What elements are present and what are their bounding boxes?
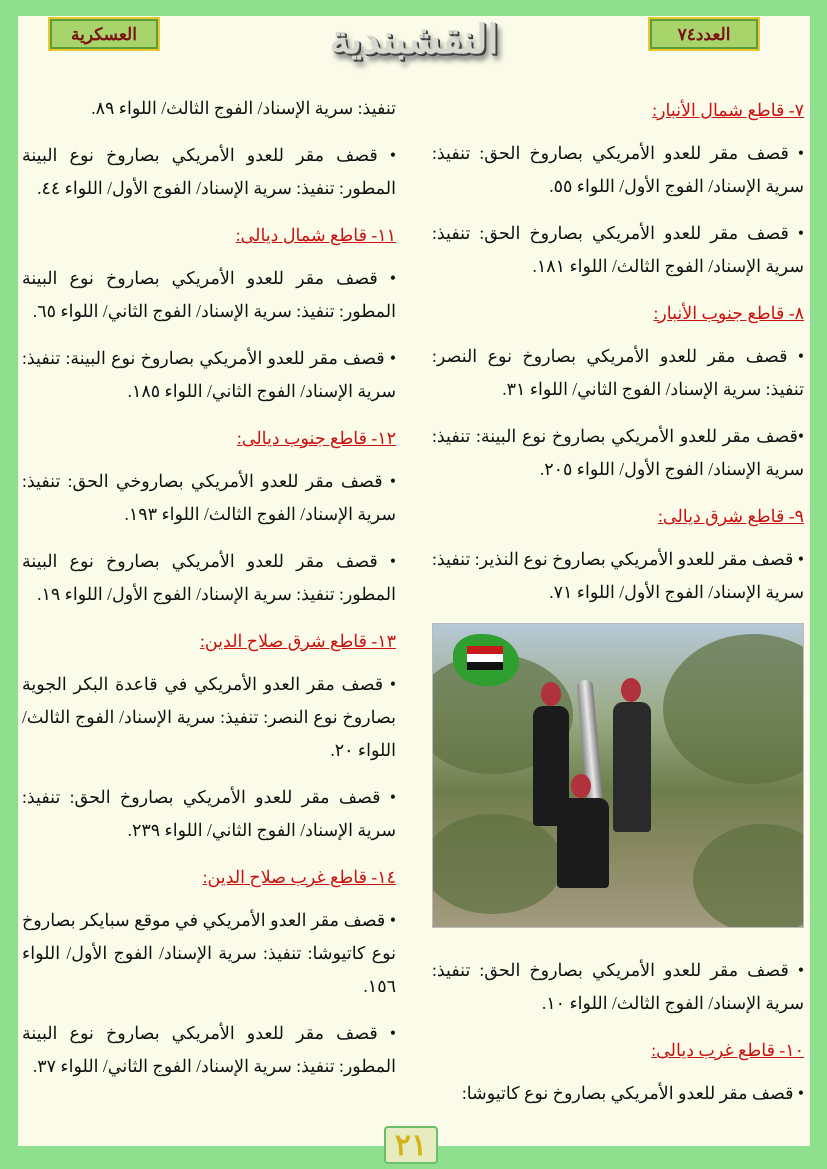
section-heading: ٧- قاطع شمال الأنبار: [652,100,804,120]
section-heading: ١٢- قاطع جنوب ديالى: [236,428,396,448]
report-item: • قصف مقر للعدو الأمريكي بصاروخ نوع البينة المطور: تنفيذ: سرية الإسناد/ الفوج الثاني/ اللواء ٣٧. [22,1023,396,1076]
report-item: • قصف مقر للعدو الأمريكي بصاروخ الحق: تنفيذ: سرية الإسناد/ الفوج الثاني/ اللواء ٢٣٩. [22,787,396,840]
page-number: ٢١ [384,1126,438,1164]
section-heading: ٩- قاطع شرق ديالى: [658,506,804,526]
report-item: • قصف مقر للعدو الأمريكي بصاروخ نوع النصر: تنفيذ: سرية الإسناد/ الفوج الثاني/ اللواء ٣١. [432,346,804,399]
person-figure [557,798,609,888]
person-figure [613,702,651,832]
report-item: تنفيذ: سرية الإسناد/ الفوج الثالث/ اللواء ٨٩. [91,98,396,118]
report-item: • قصف مقر للعدو الأمريكي بصاروخ الحق: تنفيذ: سرية الإسناد/ الفوج الثالث/ اللواء ١٨١. [432,223,804,276]
section-heading: ١٣- قاطع شرق صلاح الدين: [199,631,396,651]
report-item: • قصف مقر للعدو الأمريكي بصاروخ الحق: تنفيذ: سرية الإسناد/ الفوج الثالث/ اللواء ١٠. [432,960,804,1013]
left-column [22,92,396,1097]
brush-shape [663,634,804,784]
report-item: • قصف مقر للعدو الأمريكي بصاروخ نوع البينة المطور: تنفيذ: سرية الإسناد/ الفوج الأول/ اللواء ١٩. [22,551,396,604]
report-item: • قصف مقر للعدو الأمريكي بصاروخ الحق: تنفيذ: سرية الإسناد/ الفوج الأول/ اللواء ٥٥. [432,143,804,196]
person-head [541,682,561,706]
right-column [432,92,804,1124]
emblem-logo [439,632,533,712]
report-item: • قصف مقر العدو الأمريكي في موقع سبايكر بصاروخ نوع كاتيوشا: تنفيذ: سرية الإسناد/ الفوج الأول/ اللواء ١٥٦. [22,910,396,996]
report-item: • قصف مقر للعدو الأمريكي بصاروخ نوع النذير: تنفيذ: سرية الإسناد/ الفوج الأول/ اللواء ٧١. [432,549,804,602]
report-item: • قصف مقر للعدو الأمريكي بصاروخ نوع كاتيوشا: [461,1083,804,1103]
report-item: • قصف مقر للعدو الأمريكي بصاروخ نوع البينة المطور: تنفيذ: سرية الإسناد/ الفوج الثاني/ اللواء ٦٥. [22,268,396,321]
report-item: • قصف مقر للعدو الأمريكي بصاروخ نوع البينة المطور: تنفيذ: سرية الإسناد/ الفوج الأول/ اللواء ٤٤. [22,145,396,198]
section-heading: ١١- قاطع شمال ديالى: [235,225,396,245]
section-heading: ١٠- قاطع غرب ديالى: [651,1040,804,1060]
report-item: • قصف مقر للعدو الأمريكي بصاروخ نوع البينة: تنفيذ: سرية الإسناد/ الفوج الثاني/ اللواء ١٨٥. [22,348,396,401]
person-head [571,774,591,798]
flag-icon [467,646,503,670]
report-item: • قصف مقر العدو الأمريكي في قاعدة البكر الجوية بصاروخ نوع النصر: تنفيذ: سرية الإسناد/ الفوج الثالث/ اللواء ٢٠. [22,674,396,760]
iraq-map-icon [453,634,519,686]
section-heading: ١٤- قاطع غرب صلاح الدين: [202,867,396,887]
section-badge: العسكرية [48,17,160,51]
fighters-photo [432,623,804,928]
brush-shape [432,814,563,914]
report-item: • قصف مقر للعدو الأمريكي بصاروخي الحق: تنفيذ: سرية الإسناد/ الفوج الثالث/ اللواء ١٩٣. [22,471,396,524]
person-head [621,678,641,702]
brush-shape [693,824,804,928]
section-heading: ٨- قاطع جنوب الأنبار: [653,303,804,323]
issue-badge: العدد٧٤ [648,17,760,51]
magazine-logo: النقشبندية [329,16,499,63]
report-item: •قصف مقر للعدو الأمريكي بصاروخ نوع البينة: تنفيذ: سرية الإسناد/ الفوج الأول/ اللواء ٢٠٥. [432,426,804,479]
